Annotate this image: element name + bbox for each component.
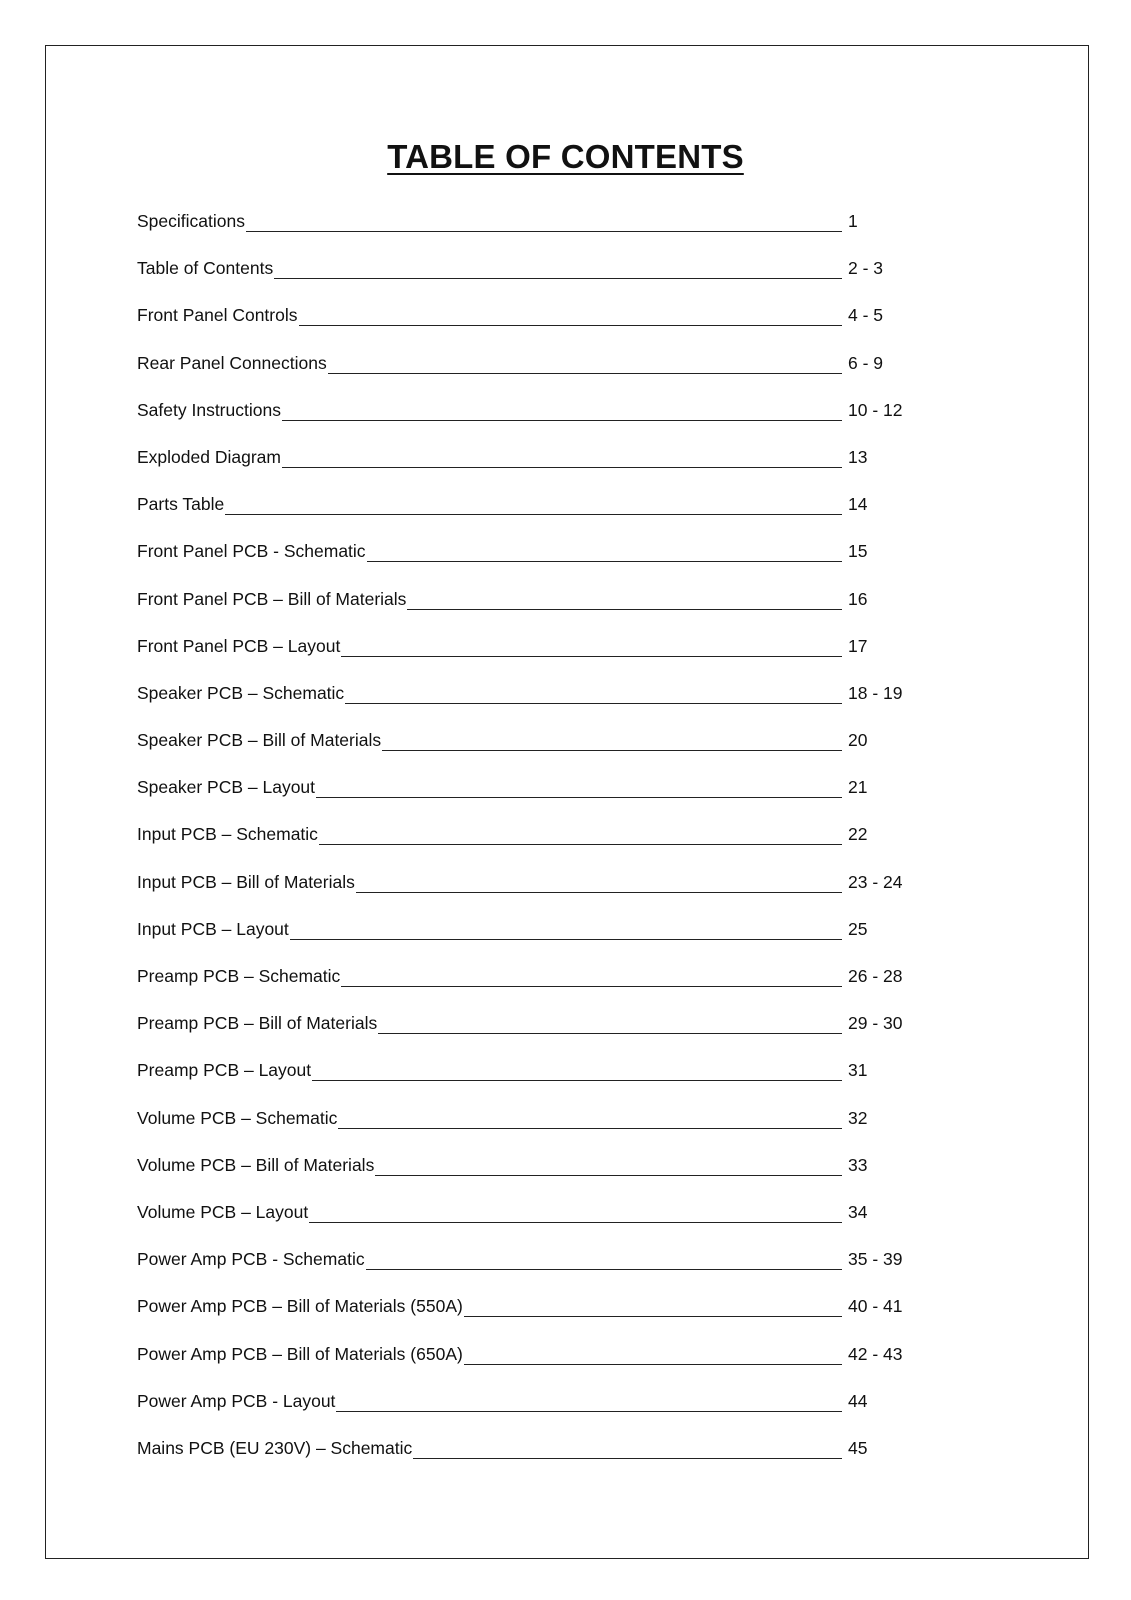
toc-entry-page: 23 - 24 — [848, 871, 903, 892]
toc-entry-page: 44 — [848, 1390, 868, 1411]
toc-entry-label: Power Amp PCB – Bill of Materials (550A) — [137, 1296, 463, 1317]
toc-entry-page: 10 - 12 — [848, 399, 903, 420]
toc-entry-label: Table of Contents — [137, 258, 274, 279]
toc-entry[interactable] — [137, 392, 937, 439]
toc-entry-label: Input PCB – Layout — [137, 918, 289, 939]
toc-entry[interactable] — [137, 1430, 937, 1477]
toc-entry[interactable] — [137, 1194, 937, 1241]
toc-entry[interactable] — [137, 533, 937, 580]
toc-entry-label: Input PCB – Bill of Materials — [137, 871, 355, 892]
toc-entry[interactable] — [137, 439, 937, 486]
toc-entry-page: 26 - 28 — [848, 966, 903, 986]
toc-entry-label: Volume PCB – Schematic — [137, 1107, 338, 1128]
toc-entry[interactable] — [137, 722, 937, 769]
toc-entry-label: Front Panel PCB – Layout — [137, 635, 341, 656]
toc-entry-page: 14 — [848, 494, 868, 515]
toc-entry[interactable] — [137, 864, 937, 911]
toc-entry-page: 1 — [848, 211, 858, 231]
toc-entry-page: 21 — [848, 777, 868, 798]
toc-entry[interactable] — [137, 1288, 937, 1335]
toc-entry-label: Preamp PCB – Layout — [137, 1060, 312, 1081]
toc-entry-page: 16 — [848, 588, 868, 609]
toc-list — [137, 203, 937, 1477]
toc-entry-label: Front Panel Controls — [137, 305, 298, 326]
toc-entry[interactable] — [137, 769, 937, 816]
toc-entry[interactable] — [137, 628, 937, 675]
toc-entry-page: 18 - 19 — [848, 682, 903, 703]
toc-leader — [137, 514, 842, 515]
toc-entry-label: Front Panel PCB – Bill of Materials — [137, 588, 407, 609]
toc-entry-page: 33 — [848, 1154, 868, 1175]
toc-entry-page: 35 - 39 — [848, 1249, 903, 1270]
toc-entry-page: 6 - 9 — [848, 352, 884, 373]
toc-entry-label: Specifications — [137, 211, 245, 231]
toc-entry-page: 13 — [848, 446, 868, 467]
toc-entry-label: Volume PCB – Layout — [137, 1201, 309, 1222]
toc-entry-page: 2 - 3 — [848, 258, 884, 279]
toc-entry-page: 34 — [848, 1201, 868, 1222]
toc-entry-label: Preamp PCB – Bill of Materials — [137, 1013, 378, 1034]
toc-entry[interactable] — [137, 486, 937, 533]
toc-entry-label: Volume PCB – Bill of Materials — [137, 1154, 375, 1175]
toc-entry[interactable] — [137, 1147, 937, 1194]
toc-entry[interactable] — [137, 911, 937, 958]
toc-entry[interactable] — [137, 816, 937, 863]
toc-entry-label: Preamp PCB – Schematic — [137, 966, 341, 986]
toc-entry-page: 29 - 30 — [848, 1013, 903, 1034]
toc-entry-label: Power Amp PCB - Schematic — [137, 1249, 365, 1270]
toc-entry[interactable] — [137, 203, 937, 250]
toc-entry-label: Rear Panel Connections — [137, 352, 327, 373]
toc-entry-page: 20 — [848, 730, 868, 751]
toc-entry-page: 25 — [848, 918, 868, 939]
toc-entry[interactable] — [137, 675, 937, 722]
toc-entry[interactable] — [137, 1100, 937, 1147]
toc-entry-label: Mains PCB (EU 230V) – Schematic — [137, 1437, 413, 1458]
toc-entry-page: 22 — [848, 824, 868, 845]
toc-entry-label: Front Panel PCB - Schematic — [137, 541, 366, 562]
toc-entry[interactable] — [137, 1052, 937, 1099]
toc-entry-page: 32 — [848, 1107, 868, 1128]
toc-entry-label: Exploded Diagram — [137, 446, 281, 467]
toc-entry-page: 31 — [848, 1060, 868, 1081]
toc-entry[interactable] — [137, 345, 937, 392]
toc-entry[interactable] — [137, 1241, 937, 1288]
toc-entry[interactable] — [137, 250, 937, 297]
toc-entry[interactable] — [137, 1336, 937, 1383]
toc-entry-label: Power Amp PCB – Bill of Materials (650A) — [137, 1343, 463, 1364]
toc-entry[interactable] — [137, 958, 937, 1005]
page-title-text: TABLE OF CONTENTS — [387, 138, 744, 175]
page-title — [0, 138, 1131, 176]
toc-entry-page: 40 - 41 — [848, 1296, 903, 1317]
toc-entry-page: 45 — [848, 1437, 868, 1458]
toc-entry[interactable] — [137, 581, 937, 628]
toc-entry-page: 17 — [848, 635, 868, 656]
toc-entry-label: Safety Instructions — [137, 399, 281, 420]
toc-entry-label: Speaker PCB – Schematic — [137, 682, 345, 703]
toc-entry-page: 15 — [848, 541, 868, 562]
toc-entry-label: Speaker PCB – Bill of Materials — [137, 730, 382, 751]
toc-entry[interactable] — [137, 1005, 937, 1052]
toc-entry-page: 42 - 43 — [848, 1343, 903, 1364]
toc-entry-label: Parts Table — [137, 494, 225, 515]
toc-entry-label: Speaker PCB – Layout — [137, 777, 316, 798]
toc-entry-page: 4 - 5 — [848, 305, 884, 326]
toc-entry-label: Power Amp PCB - Layout — [137, 1390, 336, 1411]
toc-entry-label: Input PCB – Schematic — [137, 824, 318, 845]
toc-entry[interactable] — [137, 1383, 937, 1430]
toc-entry[interactable] — [137, 297, 937, 344]
